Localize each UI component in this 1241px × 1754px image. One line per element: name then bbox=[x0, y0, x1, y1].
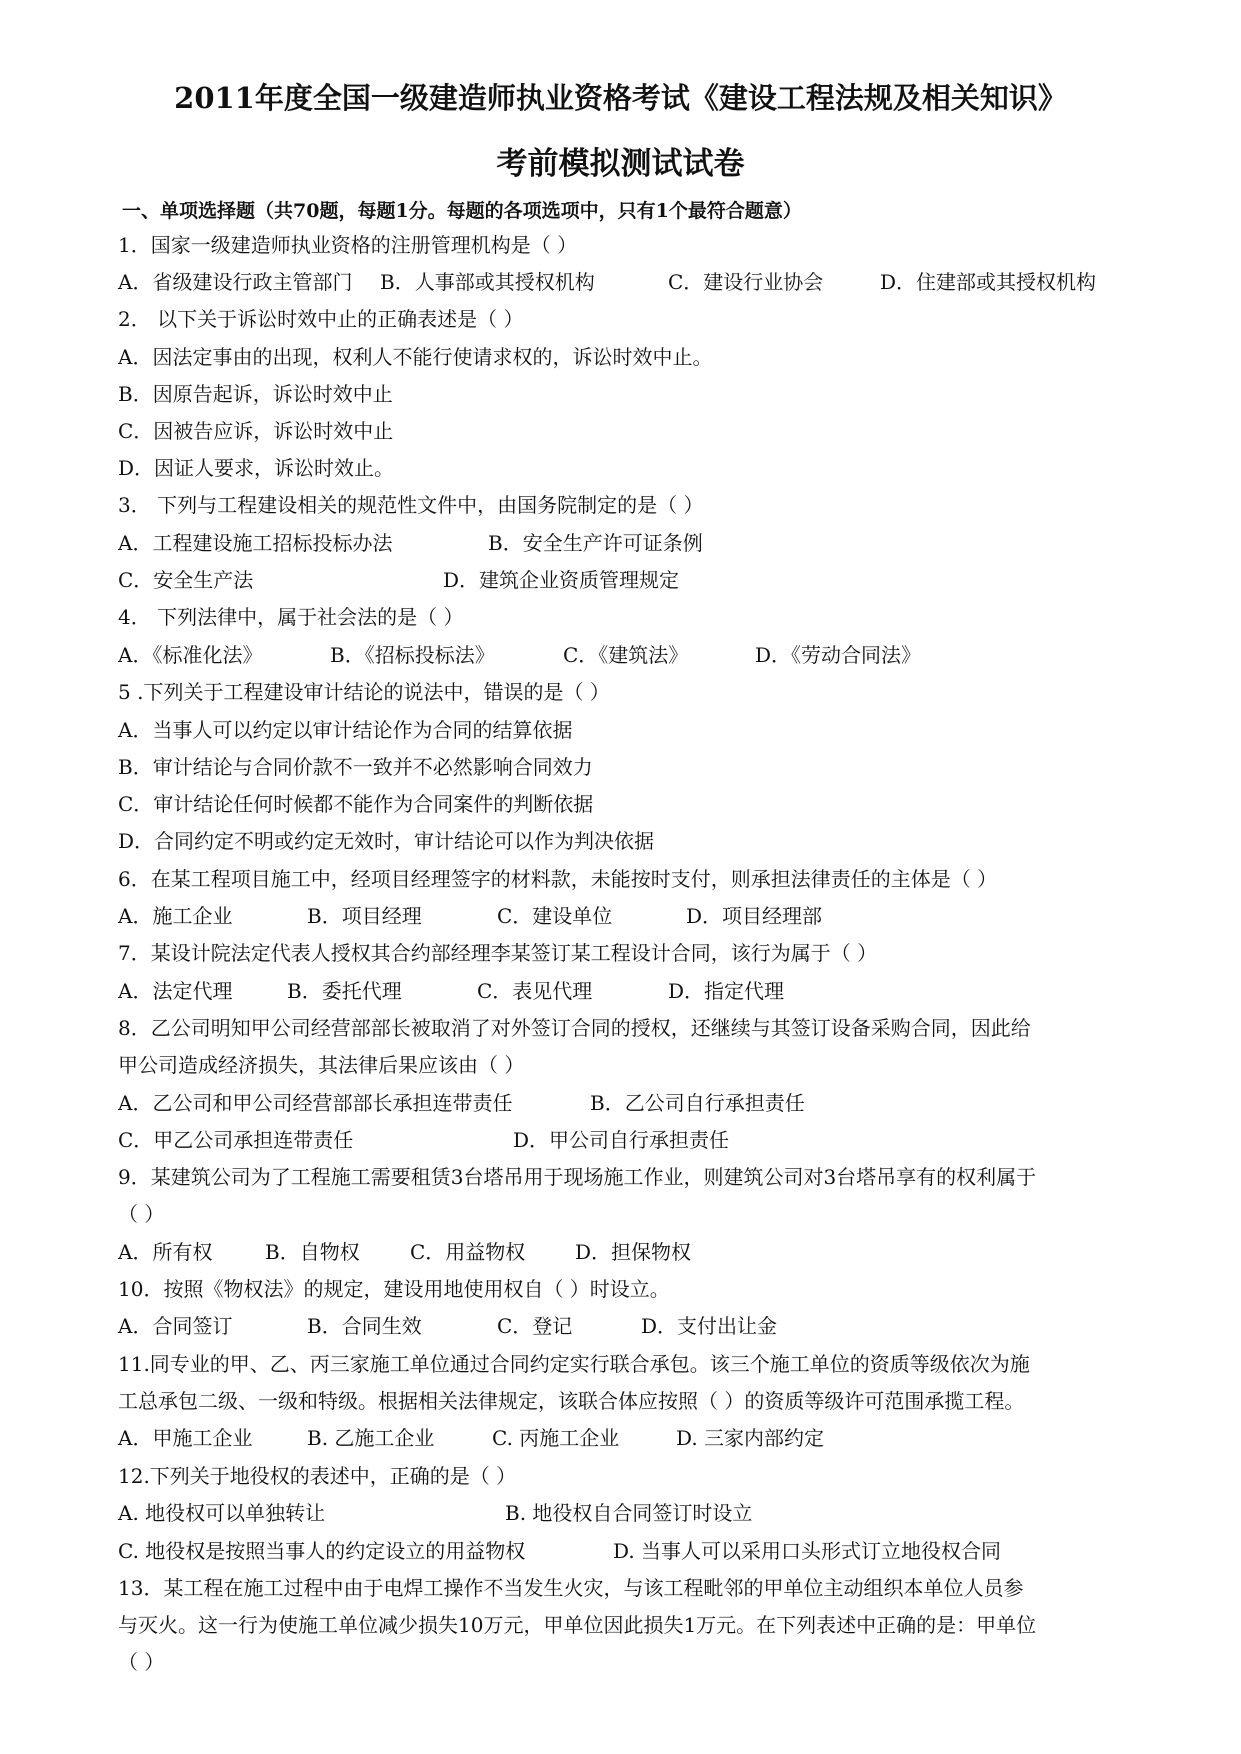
question-3-option-a: A．工程建设施工招标投标办法 bbox=[118, 531, 393, 555]
question-6-option-c: C．建设单位 bbox=[497, 904, 613, 928]
question-9-option-b: B．自物权 bbox=[265, 1240, 360, 1264]
question-6-option-d: D．项目经理部 bbox=[686, 904, 823, 928]
question-4-option-d: D．《劳动合同法》 bbox=[755, 643, 922, 667]
question-8-stem-line-1: 8．乙公司明知甲公司经营部部长被取消了对外签订合同的授权，还继续与其签订设备采购合同，因此给 bbox=[118, 1016, 1031, 1040]
question-11-option-b: B. 乙施工企业 bbox=[307, 1426, 435, 1450]
question-6-stem: 6．在某工程项目施工中，经项目经理签字的材料款，未能按时支付，则承担法律责任的主体是（ ） bbox=[118, 867, 998, 891]
question-11-option-d: D. 三家内部约定 bbox=[676, 1426, 825, 1450]
question-1-option-a: A．省级建设行政主管部门 bbox=[118, 270, 353, 294]
question-4-stem: 4． 下列法律中，属于社会法的是（ ） bbox=[118, 605, 464, 629]
question-1-option-d: D．住建部或其授权机构 bbox=[880, 270, 1097, 294]
question-11-stem-line-1: 11.同专业的甲、乙、丙三家施工单位通过合同约定实行联合承包。该三个施工单位的资质等级依次为施 bbox=[118, 1352, 1030, 1376]
question-6-option-a: A．施工企业 bbox=[118, 904, 233, 928]
question-9-stem-line-2: （ ） bbox=[118, 1202, 165, 1226]
question-3-stem: 3． 下列与工程建设相关的规范性文件中，由国务院制定的是（ ） bbox=[118, 493, 704, 517]
question-2-option-d: D．因证人要求，诉讼时效止。 bbox=[118, 456, 395, 480]
question-7-option-b: B．委托代理 bbox=[287, 979, 402, 1003]
section-heading: 一、单项选择题（共70题，每题1分。每题的各项选项中，只有1个最符合题意） bbox=[122, 200, 802, 222]
question-5-option-c: C．审计结论任何时候都不能作为合同案件的判断依据 bbox=[118, 792, 594, 816]
question-4-option-c: C．《建筑法》 bbox=[563, 643, 689, 667]
question-3-option-d: D．建筑企业资质管理规定 bbox=[443, 568, 680, 592]
question-12-stem: 12.下列关于地役权的表述中，正确的是（ ） bbox=[118, 1464, 517, 1488]
question-1-option-b: B．人事部或其授权机构 bbox=[380, 270, 595, 294]
question-7-option-c: C．表见代理 bbox=[477, 979, 593, 1003]
question-9-option-d: D．担保物权 bbox=[575, 1240, 692, 1264]
question-2-option-b: B．因原告起诉，诉讼时效中止 bbox=[118, 382, 393, 406]
question-3-option-c: C．安全生产法 bbox=[118, 568, 254, 592]
question-11-option-c: C. 丙施工企业 bbox=[492, 1426, 620, 1450]
question-2-stem: 2． 以下关于诉讼时效中止的正确表述是（ ） bbox=[118, 307, 524, 331]
question-3-option-b: B．安全生产许可证条例 bbox=[488, 531, 703, 555]
question-8-stem-line-2: 甲公司造成经济损失，其法律后果应该由（ ） bbox=[118, 1053, 525, 1077]
question-9-stem-line-1: 9．某建筑公司为了工程施工需要租赁3台塔吊用于现场施工作业，则建筑公司对3台塔吊享有的权利属于 bbox=[118, 1165, 1037, 1189]
question-6-option-b: B．项目经理 bbox=[307, 904, 422, 928]
question-5-option-b: B．审计结论与合同价款不一致并不必然影响合同效力 bbox=[118, 755, 593, 779]
question-13-stem-line-3: （ ） bbox=[118, 1650, 165, 1674]
question-11-stem-line-2: 工总承包二级、一级和特级。根据相关法律规定，该联合体应按照（ ）的资质等级许可范围承揽工程。 bbox=[118, 1389, 1025, 1413]
question-11-option-a: A．甲施工企业 bbox=[118, 1426, 253, 1450]
question-8-option-a: A．乙公司和甲公司经营部部长承担连带责任 bbox=[118, 1091, 513, 1115]
question-2-option-c: C．因被告应诉，诉讼时效中止 bbox=[118, 419, 394, 443]
question-4-option-a: A．《标准化法》 bbox=[118, 643, 263, 667]
question-10-option-d: D．支付出让金 bbox=[641, 1314, 778, 1338]
question-7-stem: 7．某设计院法定代表人授权其合约部经理李某签订某工程设计合同，该行为属于（ ） bbox=[118, 941, 878, 965]
question-12-option-b: B. 地役权自合同签订时设立 bbox=[505, 1501, 753, 1525]
question-7-option-d: D．指定代理 bbox=[668, 979, 785, 1003]
question-10-option-c: C．登记 bbox=[497, 1314, 573, 1338]
question-8-option-c: C．甲乙公司承担连带责任 bbox=[118, 1128, 354, 1152]
question-8-option-b: B．乙公司自行承担责任 bbox=[590, 1091, 805, 1115]
exam-title: 2011年度全国一级建造师执业资格考试《建设工程法规及相关知识》 bbox=[174, 81, 1067, 115]
question-12-option-c: C. 地役权是按照当事人的约定设立的用益物权 bbox=[118, 1539, 526, 1563]
question-13-stem-line-2: 与灭火。这一行为使施工单位减少损失10万元，甲单位因此损失1万元。在下列表述中正确的是：甲单位 bbox=[118, 1613, 1037, 1637]
question-5-stem: 5 .下列关于工程建设审计结论的说法中，错误的是（ ） bbox=[118, 680, 610, 704]
question-10-stem: 10．按照《物权法》的规定，建设用地使用权自（ ）时设立。 bbox=[118, 1277, 670, 1301]
question-13-stem-line-1: 13．某工程在施工过程中由于电焊工操作不当发生火灾，与该工程毗邻的甲单位主动组织本单位人员参 bbox=[118, 1576, 1024, 1600]
exam-subtitle: 考前模拟测试试卷 bbox=[496, 146, 745, 182]
question-2-option-a: A．因法定事由的出现，权利人不能行使请求权的，诉讼时效中止。 bbox=[118, 345, 713, 369]
question-1-option-c: C．建设行业协会 bbox=[668, 270, 824, 294]
question-5-option-d: D．合同约定不明或约定无效时，审计结论可以作为判决依据 bbox=[118, 829, 655, 853]
question-4-option-b: B．《招标投标法》 bbox=[330, 643, 495, 667]
question-12-option-a: A. 地役权可以单独转让 bbox=[118, 1501, 326, 1525]
question-9-option-a: A．所有权 bbox=[118, 1240, 213, 1264]
question-5-option-a: A．当事人可以约定以审计结论作为合同的结算依据 bbox=[118, 718, 573, 742]
question-10-option-a: A．合同签订 bbox=[118, 1314, 233, 1338]
question-1-stem: 1．国家一级建造师执业资格的注册管理机构是（ ） bbox=[118, 233, 578, 257]
question-8-option-d: D．甲公司自行承担责任 bbox=[513, 1128, 730, 1152]
question-10-option-b: B．合同生效 bbox=[307, 1314, 422, 1338]
question-9-option-c: C．用益物权 bbox=[410, 1240, 526, 1264]
question-7-option-a: A．法定代理 bbox=[118, 979, 233, 1003]
question-12-option-d: D. 当事人可以采用口头形式订立地役权合同 bbox=[613, 1539, 1002, 1563]
